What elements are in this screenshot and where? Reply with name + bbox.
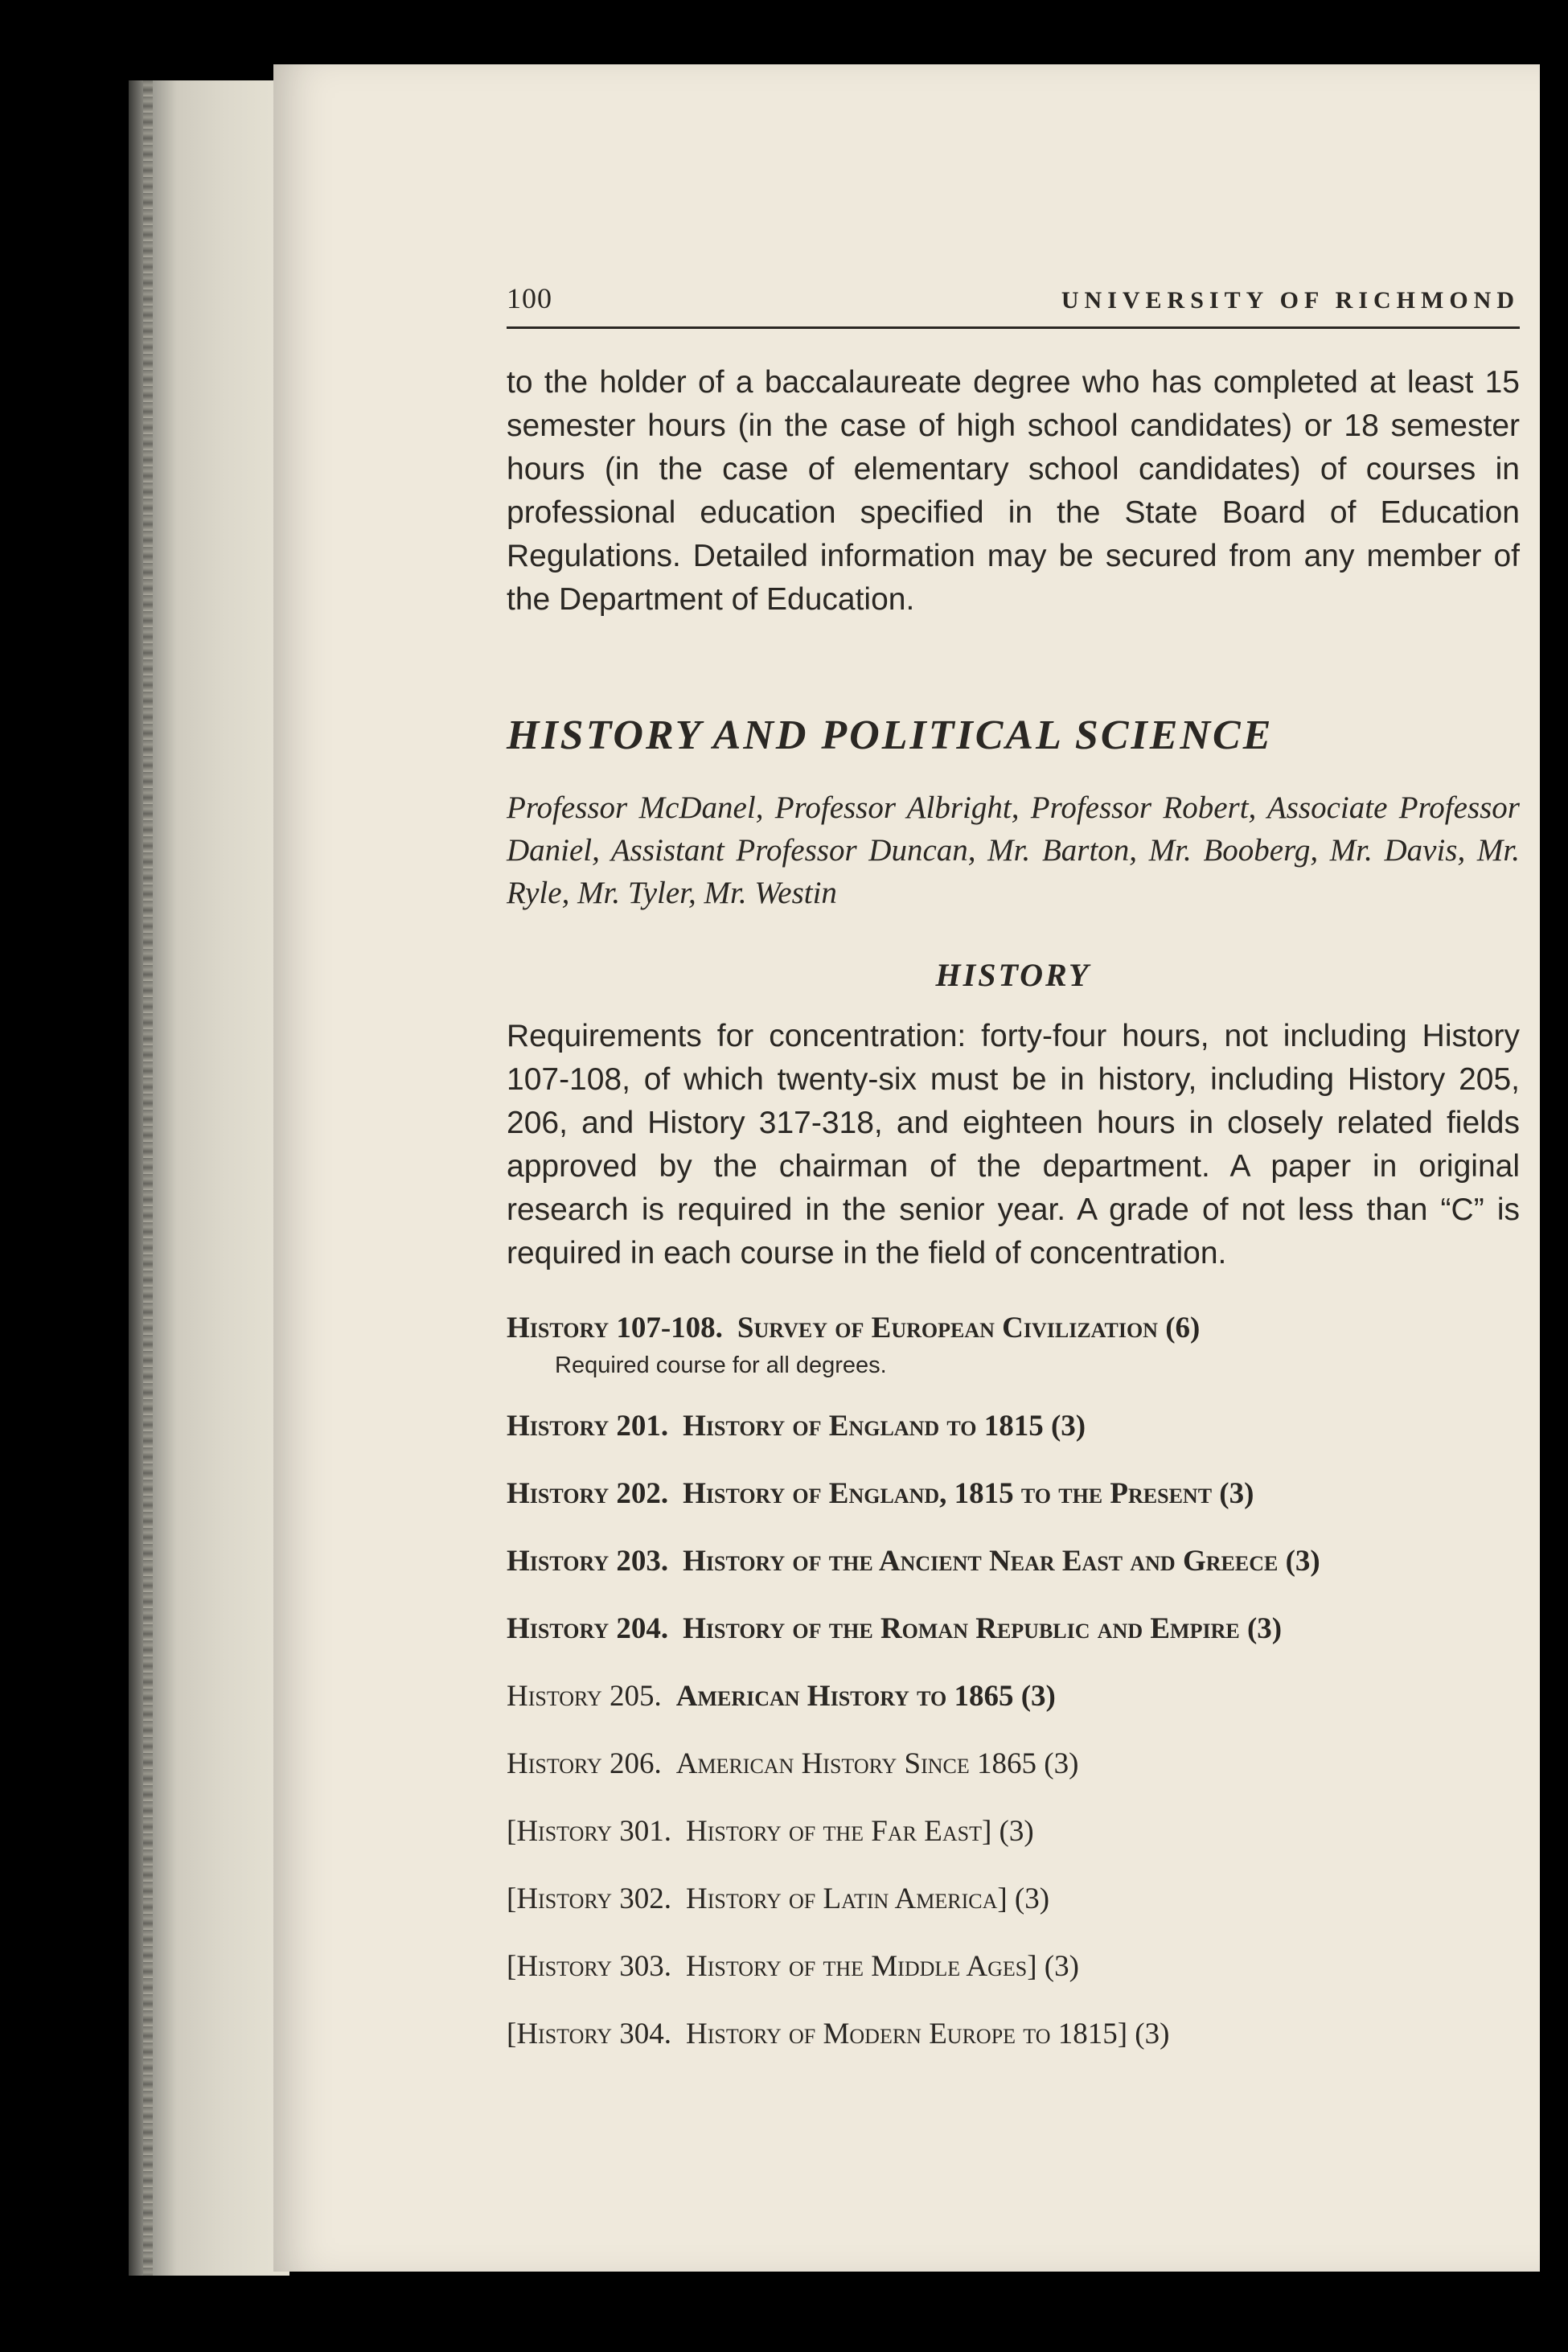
course-entry <box>507 2017 1520 2052</box>
course-entry <box>507 1882 1520 1917</box>
course-list <box>507 1311 1520 2052</box>
course-title: History of the Middle Ages] (3) <box>686 1950 1079 1983</box>
course-number: History 202. <box>507 1477 669 1510</box>
course-number: [History 301. <box>507 1815 672 1848</box>
course-entry <box>507 1747 1520 1782</box>
faculty-list: Professor McDanel, Professor Albright, Professor Robert, Associate Professor Daniel, Assistant Professor Duncan, Mr. Barton, Mr. Booberg, Mr. Davis, Mr. Ryle, Mr. Tyler, Mr. Westin <box>507 790 1520 910</box>
page-content <box>507 281 1520 2084</box>
course-title: History of England to 1815 (3) <box>683 1410 1086 1443</box>
course-number: [History 303. <box>507 1950 672 1983</box>
course-entry <box>507 1544 1520 1579</box>
course-number: History 205. <box>507 1680 662 1713</box>
page-number: 100 <box>507 282 552 314</box>
course-title: History of the Ancient Near East and Greece (3) <box>683 1545 1320 1578</box>
course-number: History 204. <box>507 1612 669 1645</box>
course-note: Required course for all degrees. <box>555 1353 887 1378</box>
course-number: History 107-108. <box>507 1311 723 1344</box>
course-number: History 206. <box>507 1747 662 1780</box>
course-title: American History to 1865 (3) <box>675 1680 1056 1713</box>
course-title: History of England, 1815 to the Present (3) <box>683 1477 1254 1510</box>
intro-paragraph: to the holder of a baccalaureate degree who has completed at least 15 semester hours (in the case of high school candidates) or 18 semester hours (in the case of elementary school candidates) of courses in professional education specified in the State Board of Education Regulations. Detailed information may be secured from any member of the Department of Education. <box>507 365 1520 617</box>
section-title: HISTORY AND POLITICAL SCIENCE <box>507 712 1274 758</box>
course-number: History 203. <box>507 1545 669 1578</box>
course-entry <box>507 1476 1520 1512</box>
course-title: History of Latin America] (3) <box>686 1882 1050 1915</box>
course-entry <box>507 1679 1520 1714</box>
course-entry <box>507 1949 1520 1985</box>
book-page-edges <box>129 80 289 2276</box>
running-title: UNIVERSITY OF RICHMOND <box>1061 287 1520 314</box>
course-title: History of the Far East] (3) <box>686 1815 1034 1848</box>
course-entry <box>507 1611 1520 1647</box>
subheading-history: HISTORY <box>935 957 1091 993</box>
course-entry <box>507 1409 1520 1444</box>
course-entry <box>507 1814 1520 1849</box>
course-entry <box>507 1311 1520 1346</box>
course-number: [History 304. <box>507 2017 672 2050</box>
course-number: History 201. <box>507 1410 669 1443</box>
running-header <box>507 281 1520 329</box>
course-title: History of Modern Europe to 1815] (3) <box>686 2017 1170 2050</box>
course-title: American History Since 1865 (3) <box>675 1747 1079 1780</box>
requirements-paragraph: Requirements for concentration: forty-four hours, not including History 107-108, of which twenty-six must be in history, including History 205, 206, and History 317-318, and eighteen hours in closely related fields approved by the chairman of the department. A paper in original research is required in the senior year. A grade of not less than “C” is required in each course in the field of concentration. <box>507 1019 1520 1270</box>
book-binding-strip <box>143 80 153 2276</box>
course-title: History of the Roman Republic and Empire (3) <box>683 1612 1283 1645</box>
course-number: [History 302. <box>507 1882 672 1915</box>
course-title: Survey of European Civilization (6) <box>737 1311 1201 1344</box>
